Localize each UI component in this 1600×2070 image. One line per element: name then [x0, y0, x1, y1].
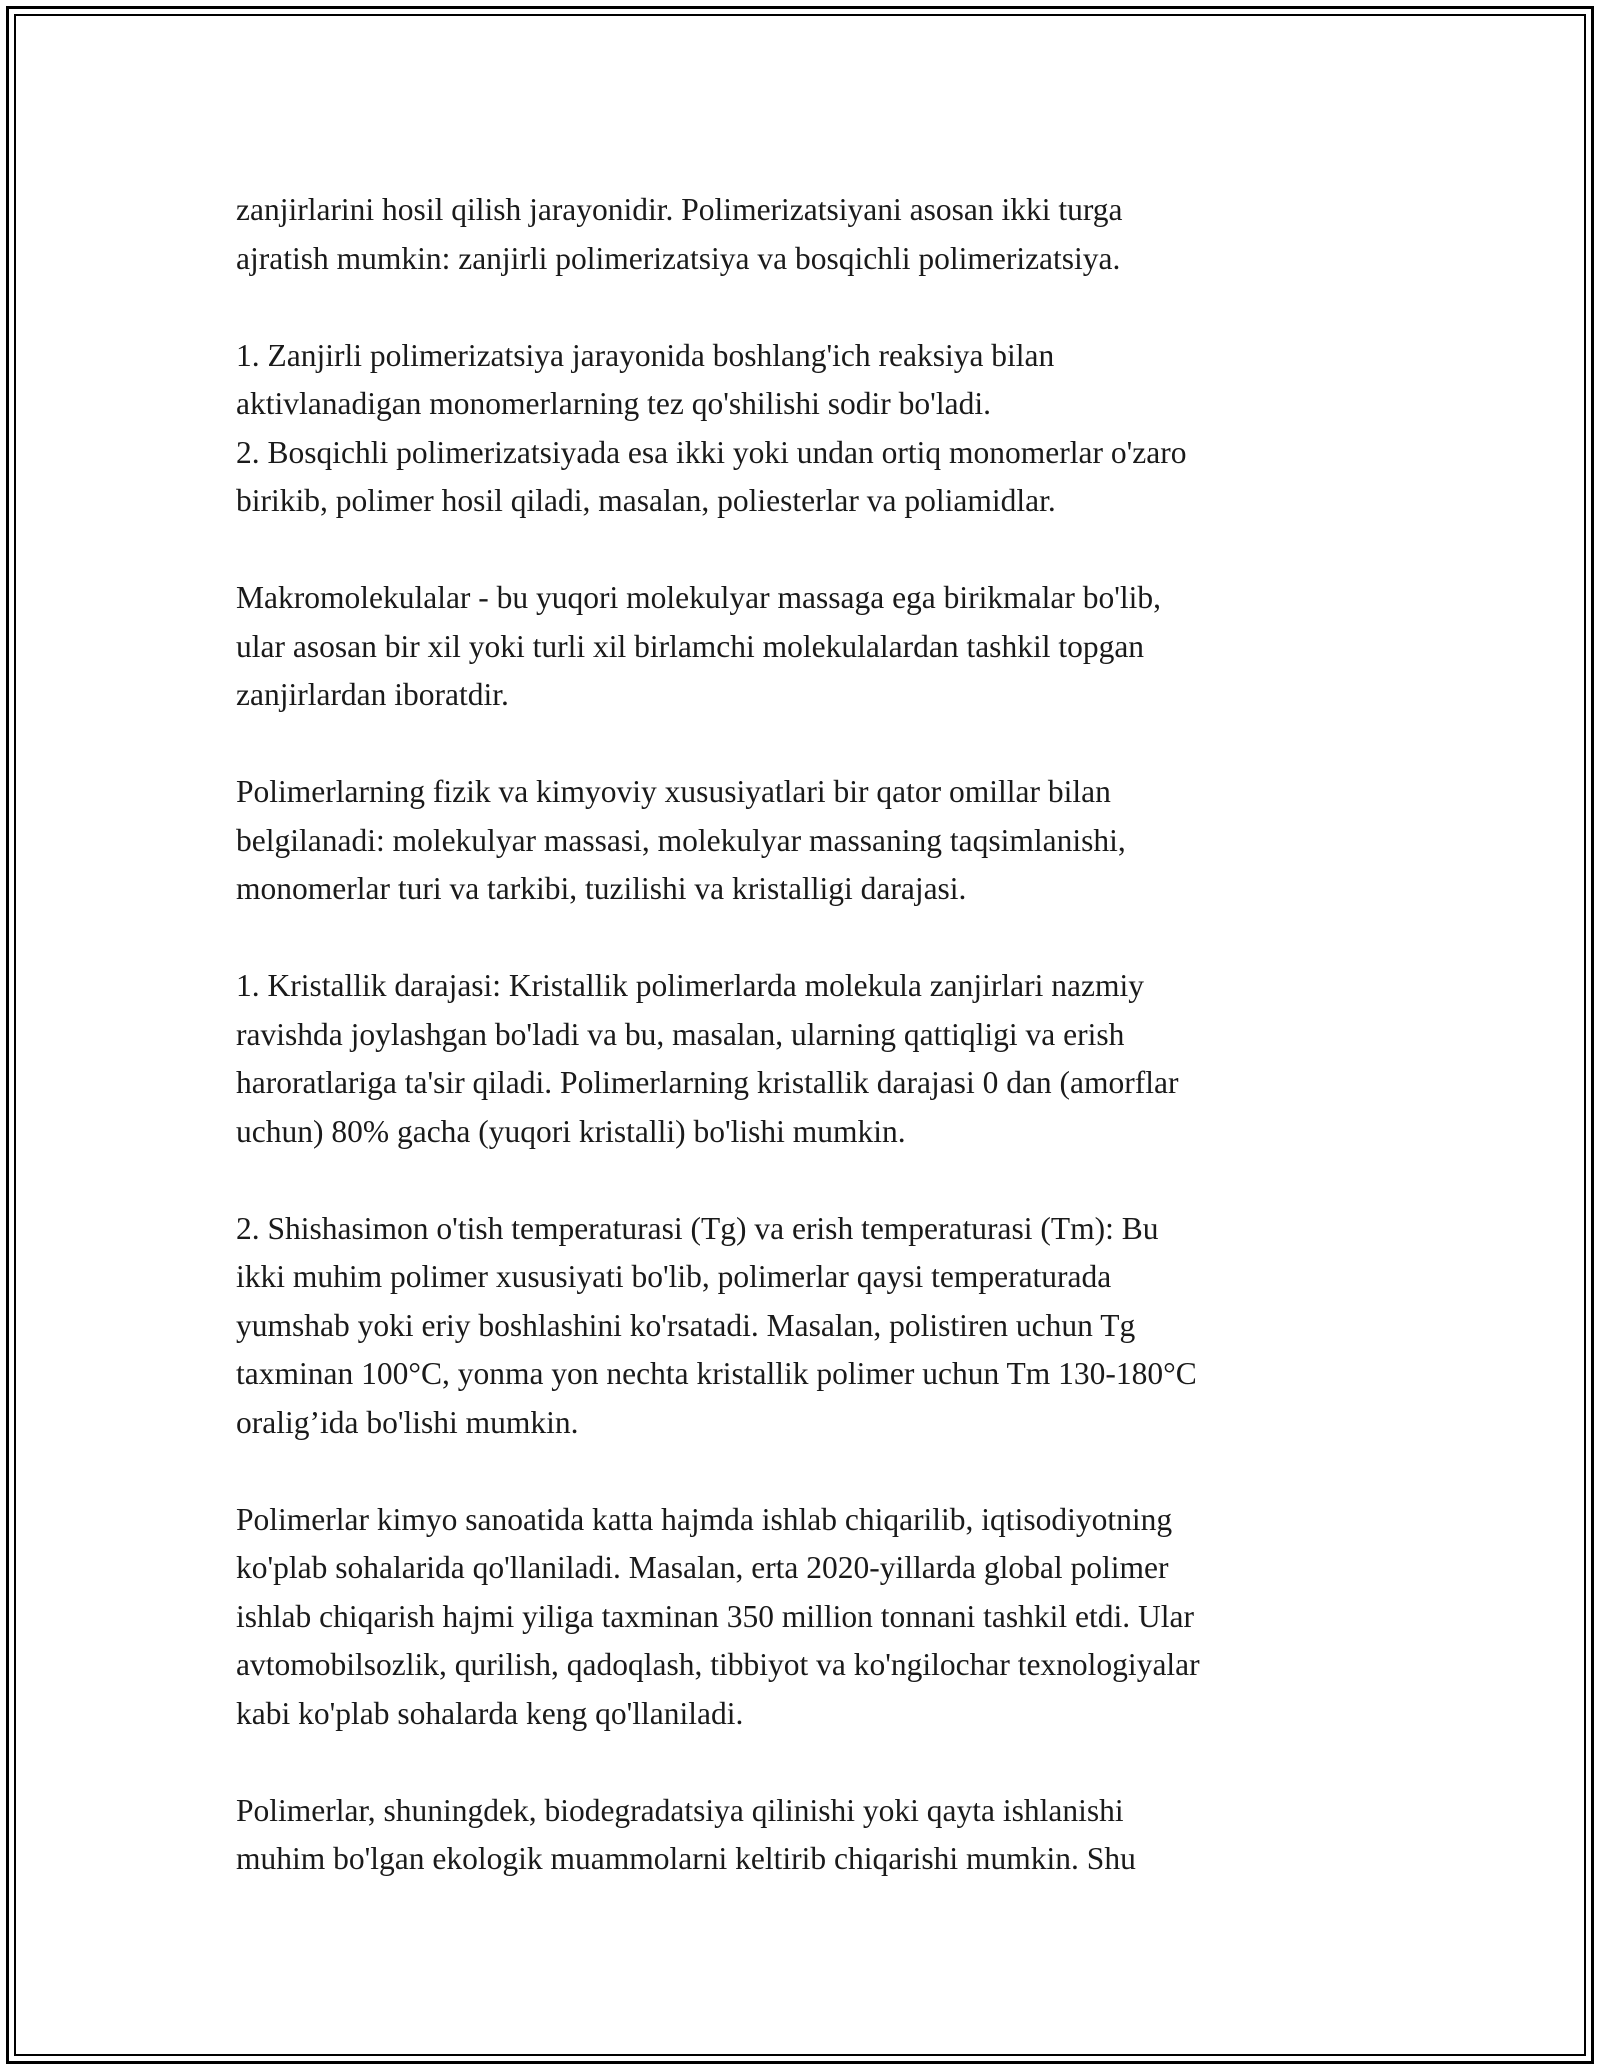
text-line: 2. Shishasimon o'tish temperaturasi (Tg) va erish temperaturasi (Tm): Bu	[236, 1210, 1159, 1246]
text-line: ravishda joylashgan bo'ladi va bu, masalan, ularning qattiqligi va erish	[236, 1016, 1125, 1052]
paragraph-crystallinity	[236, 962, 1366, 1156]
text-line: ajratish mumkin: zanjirli polimerizatsiya va bosqichli polimerizatsiya.	[236, 240, 1121, 276]
text-line: 1. Zanjirli polimerizatsiya jarayonida boshlang'ich reaksiya bilan	[236, 337, 1055, 373]
text-line: 1. Kristallik darajasi: Kristallik polimerlarda molekula zanjirlari nazmiy	[236, 968, 1144, 1003]
text-line: ikki muhim polimer xususiyati bo'lib, polimerlar qaysi temperaturada	[236, 1259, 1112, 1294]
text-line: muhim bo'lgan ekologik muammolarni keltirib chiqarishi mumkin. Shu	[236, 1841, 1136, 1876]
text-line: taxminan 100°C, yonma yon nechta kristallik polimer uchun Tm 130-180°C	[236, 1356, 1197, 1391]
paragraph-macromolecules	[236, 574, 1366, 720]
text-line: zanjirlardan iboratdir.	[236, 677, 509, 712]
text-line: monomerlar turi va tarkibi, tuzilishi va kristalligi darajasi.	[236, 871, 967, 906]
text-line: Polimerlar, shuningdek, biodegradatsiya qilinishi yoki qayta ishlanishi	[236, 1792, 1124, 1828]
text-line: ular asosan bir xil yoki turli xil birlamchi molekulalardan tashkil topgan	[236, 628, 1145, 664]
text-line: aktivlanadigan monomerlarning tez qo'shilishi sodir bo'ladi.	[236, 386, 991, 421]
text-line: ishlab chiqarish hajmi yiliga taxminan 350 million tonnani tashkil etdi. Ular	[236, 1598, 1194, 1634]
text-line: yumshab yoki eriy boshlashini ko'rsatadi. Masalan, polistiren uchun Tg	[236, 1307, 1136, 1343]
text-line: Polimerlarning fizik va kimyoviy xususiyatlari bir qator omillar bilan	[236, 774, 1111, 809]
text-line: belgilanadi: molekulyar massasi, molekulyar massaning taqsimlanishi,	[236, 822, 1126, 858]
text-line: zanjirlarini hosil qilish jarayonidir. Polimerizatsiyani asosan ikki turga	[236, 192, 1123, 227]
text-line: Makromolekulalar - bu yuqori molekulyar massaga ega birikmalar bo'lib,	[236, 580, 1162, 615]
document-body	[236, 186, 1366, 1884]
text-line: birikib, polimer hosil qiladi, masalan, poliesterlar va poliamidlar.	[236, 483, 1056, 518]
text-line: 2. Bosqichli polimerizatsiyada esa ikki yoki undan ortiq monomerlar o'zaro	[236, 434, 1187, 470]
paragraph-polymerization-types	[236, 186, 1366, 283]
paragraph-ecology	[236, 1787, 1366, 1884]
text-line: haroratlariga ta'sir qiladi. Polimerlarning kristallik darajasi 0 dan (amorflar	[236, 1065, 1179, 1100]
text-line: ko'plab sohalarida qo'llaniladi. Masalan, erta 2020-yillarda global polimer	[236, 1550, 1169, 1585]
paragraph-polymerization-list	[236, 332, 1366, 526]
text-line: kabi ko'plab sohalarda keng qo'llaniladi.	[236, 1695, 744, 1731]
paragraph-temperatures	[236, 1205, 1366, 1448]
text-line: uchun) 80% gacha (yuqori kristalli) bo'lishi mumkin.	[236, 1113, 906, 1149]
text-line: Polimerlar kimyo sanoatida katta hajmda ishlab chiqarilib, iqtisodiyotning	[236, 1501, 1173, 1537]
paragraph-industry	[236, 1496, 1366, 1739]
text-line: avtomobilsozlik, qurilish, qadoqlash, tibbiyot va ko'ngilochar texnologiyalar	[236, 1647, 1200, 1682]
text-line: oralig’ida bo'lishi mumkin.	[236, 1404, 579, 1440]
paragraph-properties	[236, 768, 1366, 914]
